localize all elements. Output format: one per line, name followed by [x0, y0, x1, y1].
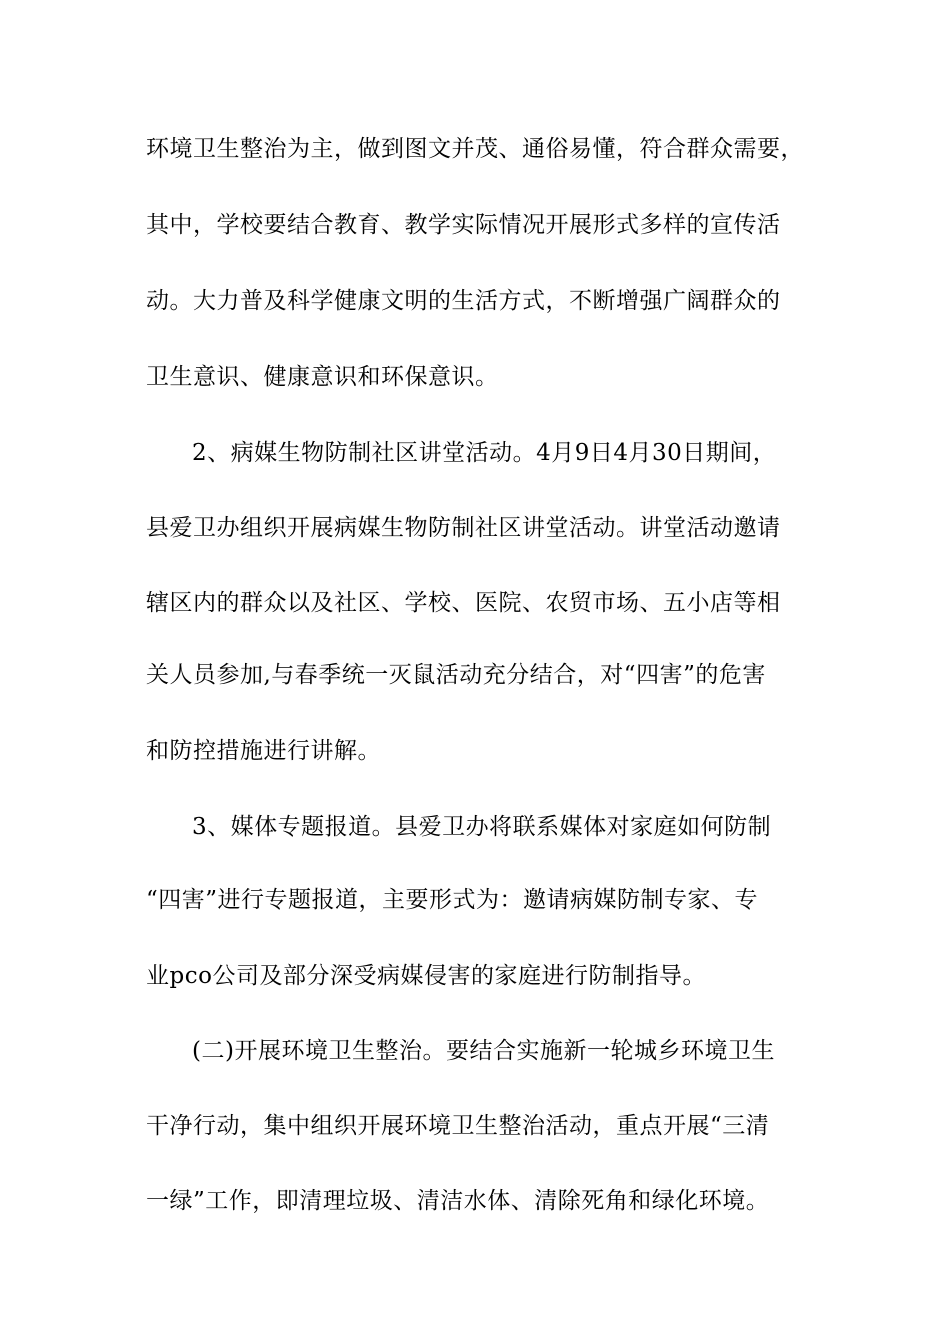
paragraph-start-line: 3、媒体专题报道。县爱卫办将联系媒体对家庭如何防制	[192, 814, 772, 840]
paragraph-start-line: 2、病媒生物防制社区讲堂活动。4月9日4月30日期间，	[192, 440, 777, 466]
text-line: 其中，学校要结合教育、教学实际情况开展形式多样的宣传活	[146, 212, 781, 238]
text-line: “四害”进行专题报道，主要形式为：邀请病媒防制专家、专	[146, 887, 759, 913]
text-line: 业pco公司及部分深受病媒侵害的家庭进行防制指导。	[146, 963, 706, 989]
text-line: 关人员参加,与春季统一灭鼠活动充分结合，对“四害”的危害	[146, 662, 766, 688]
text-line: 和防控措施进行讲解。	[146, 738, 381, 764]
text-line: 辖区内的群众以及社区、学校、医院、农贸市场、五小店等相	[146, 590, 781, 616]
paragraph-start-line: (二)开展环境卫生整治。要结合实施新一轮城乡环境卫生	[192, 1038, 775, 1064]
text-line: 一绿”工作，即清理垃圾、清洁水体、清除死角和绿化环境。	[146, 1188, 770, 1214]
text-line: 卫生意识、健康意识和环保意识。	[146, 364, 499, 390]
text-line: 干净行动，集中组织开展环境卫生整治活动，重点开展“三清	[146, 1113, 770, 1139]
text-line: 环境卫生整治为主，做到图文并茂、通俗易懂，符合群众需要，	[146, 136, 804, 162]
text-line: 动。大力普及科学健康文明的生活方式，不断增强广阔群众的	[146, 288, 781, 314]
text-line: 县爱卫办组织开展病媒生物防制社区讲堂活动。讲堂活动邀请	[146, 515, 781, 541]
